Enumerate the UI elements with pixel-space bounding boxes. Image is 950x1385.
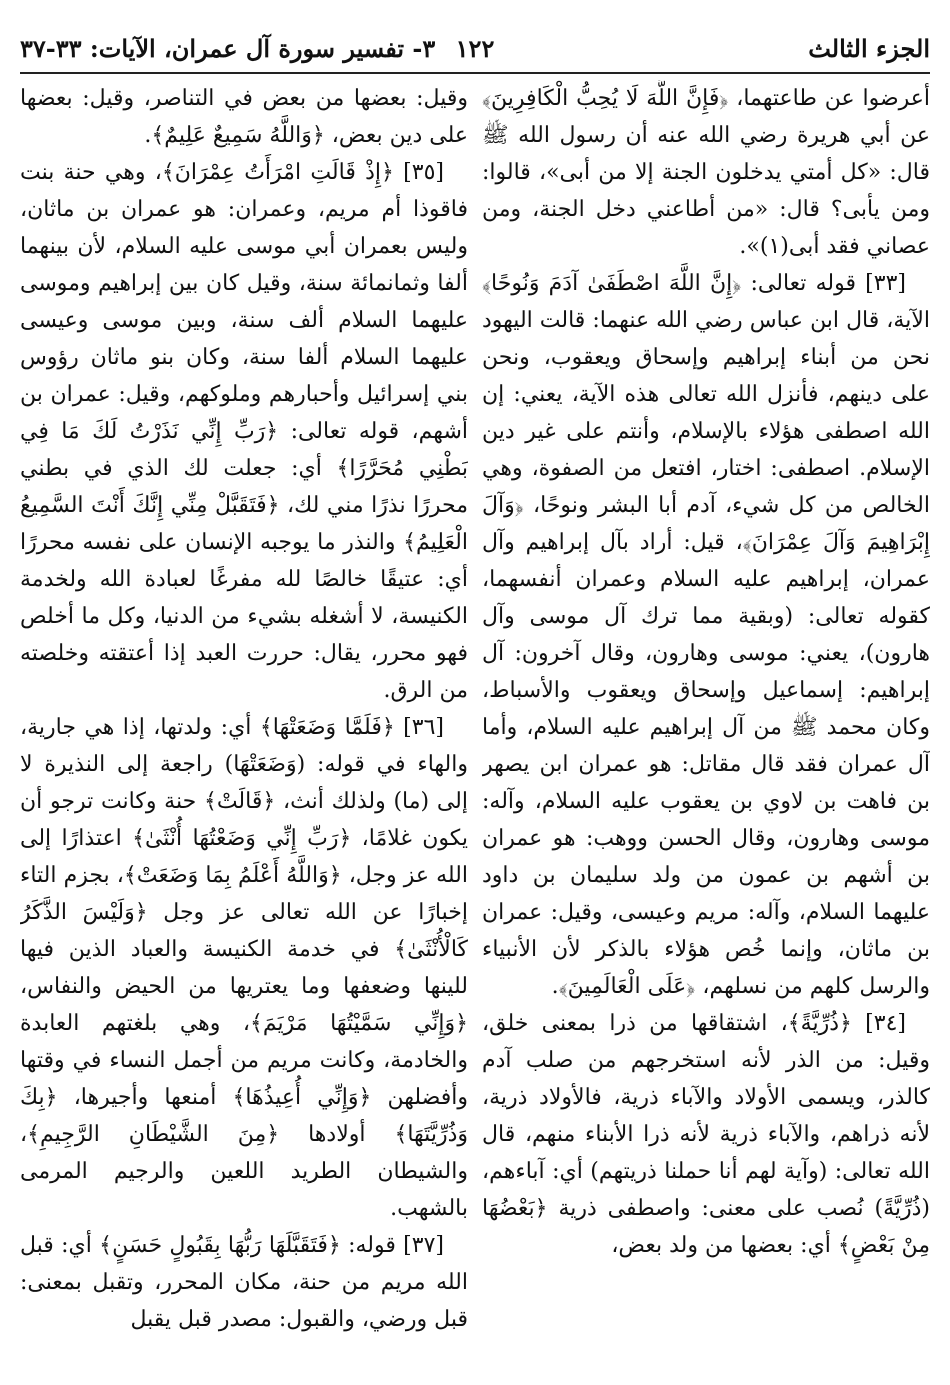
left-column — [20, 80, 468, 1380]
page-header — [20, 28, 930, 74]
paragraph-verse-36: [٣٦] ﴿فَلَمَّا وَضَعَتْهَا﴾ أي: ولدتها، إذا هي جارية، والهاء في قوله: (وَضَعَتْهَا) راجعة إلى النذيرة لا إلى (ما) ولذلك أنث، ﴿قَالَتْ﴾ حنة وكانت ترجو أن يكون غلامًا، ﴿رَبِّ إِنِّي وَضَعْتُهَا أُنْثَىٰ﴾ اعتذارًا إلى الله عز وجل، ﴿وَاللَّهُ أَعْلَمُ بِمَا وَضَعَتْ﴾، بجزم التاء إخبارًا عن الله تعالى عز وجل ﴿وَلَيْسَ الذَّكَرُ كَالْأُنْثَىٰ﴾ في خدمة الكنيسة والعباد الذين فيها للينها وضعفها وما يعتريها من الحيض والنفاس، ﴿وَإِنِّي سَمَّيْتُهَا مَرْيَمَ﴾، وهي بلغتهم العابدة والخادمة، وكانت مريم من أجمل النساء في وقتها وأفضلهن ﴿وَإِنِّي أُعِيذُهَا﴾ أمنعها وأجيرها، ﴿بِكَ وَذُرِّيَّتَهَا﴾ أولادها ﴿مِنَ الشَّيْطَانِ الرَّجِيمِ﴾، والشيطان الطريد اللعين والرجيم المرمى بالشهب. — [20, 715, 468, 1221]
paragraph: وقيل: بعضها من بعض في التناصر، وقيل: بعضها على دين بعض، ﴿وَاللَّهُ سَمِيعٌ عَلِيمٌ﴾. — [20, 86, 468, 148]
paragraph: أعرضوا عن طاعتهما، ﴿فَإِنَّ اللَّهَ لَا يُحِبُّ الْكَافِرِينَ﴾ عن أبي هريرة رضي الله عنه أن رسول الله ﷺ قال: «كل أمتي يدخلون الجنة إلا من أبى»، قالوا: ومن يأبى؟ قال: «من أطاعني دخل الجنة، ومن عصاني فقد أبى(١)». — [482, 86, 930, 259]
paragraph-verse-35: [٣٥] ﴿إِذْ قَالَتِ امْرَأَتُ عِمْرَانَ﴾، وهي حنة بنت فاقوذا أم مريم، وعمران: هو عمران بن ماثان، وليس بعمران أبي موسى عليه السلام، لأن بينهما ألفا وثمانمائة سنة، وقيل كان بين إبراهيم وموسى عليهما السلام ألف سنة، وبين موسى وعيسى عليهما السلام ألفا سنة، وكان بنو ماثان رؤوس بني إسرائيل وأحبارهم وملوكهم، وقيل: عمران بن أشهم، قوله تعالى: ﴿رَبِّ إِنِّي نَذَرْتُ لَكَ مَا فِي بَطْنِي مُحَرَّرًا﴾ أي: جعلت لك الذي في بطني محررًا نذرًا مني لك، ﴿فَتَقَبَّلْ مِنِّي إِنَّكَ أَنْتَ السَّمِيعُ الْعَلِيمُ﴾ والنذر ما يوجبه الإنسان على نفسه محررًا أي: عتيقًا خالصًا لله مفرغًا لعبادة الله ولخدمة الكنيسة، لا أشغله بشيء من الدنيا، وكل ما أخلص فهو محرر، يقال: حررت العبد إذا أعتقته وخلصته من الرق. — [20, 160, 468, 703]
page-number: ١٢٢ — [455, 34, 495, 63]
paragraph-verse-33: [٣٣] قوله تعالى: ﴿إِنَّ اللَّهَ اصْطَفَىٰ آدَمَ وَنُوحًا﴾ الآية، قال ابن عباس رضي الله عنهما: قالت اليهود نحن من أبناء إبراهيم وإسحاق ويعقوب، ونحن على دينهم، فأنزل الله تعالى هذه الآية، يعني: إن الله اصطفى هؤلاء بالإسلام، وأنتم على غير دين الإسلام. اصطفى: اختار، افتعل من الصفوة، وهي الخالص من كل شيء، آدم أبا البشر ونوحًا، ﴿وَآلَ إِبْرَاهِيمَ وَآلَ عِمْرَانَ﴾، قيل: أراد بآل إبراهيم وآل عمران، إبراهيم عليه السلام وعمران أنفسهما، كقوله تعالى: (وبقية مما ترك آل موسى وآل هارون)، يعني: موسى وهارون، وقال آخرون: آل إبراهيم: إسماعيل وإسحاق ويعقوب والأسباط، وكان محمد ﷺ من آل إبراهيم عليه السلام، وأما آل عمران فقد قال مقاتل: هو عمران ابن يصهر بن فاهت بن لاوي بن يعقوب عليه السلام، وآله: موسى وهارون، وقال الحسن ووهب: هو عمران بن أشهم بن عمون من ولد سليمان بن داود عليهما السلام، وآله: مريم وعيسى، وقيل: عمران بن ماثان، وإنما خُص هؤلاء بالذكر لأن الأنبياء والرسل كلهم من نسلهم، ﴿عَلَى الْعَالَمِينَ﴾. — [482, 271, 930, 999]
paragraph-verse-34: [٣٤] ﴿ذُرِّيَّةً﴾، اشتقاقها من ذرا بمعنى خلق، وقيل: من الذر لأنه استخرجهم من صلب آدم كالذر، ويسمى الأولاد والآباء ذرية، فالأولاد ذرية، لأنه ذراهم، والآباء ذرية لأنه ذرا الأبناء منهم، قال الله تعالى: (وآية لهم أنا حملنا ذريتهم) أي: آباءهم، (ذُرِّيَّةً) نُصب على معنى: واصطفى ذرية ﴿بَعْضُهَا مِنْ بَعْضٍ﴾ أي: بعضها من ولد بعض، — [482, 1011, 930, 1258]
volume-title: الجزء الثالث — [808, 34, 930, 63]
right-column — [482, 80, 930, 1380]
paragraph-verse-37: [٣٧] قوله: ﴿فَتَقَبَّلَهَا رَبُّهَا بِقَبُولٍ حَسَنٍ﴾ أي: قبل الله مريم من حنة، مكان المحرر، وتقبل بمعنى: قبل ورضي، والقبول: مصدر قبل يقبل — [20, 1233, 468, 1332]
chapter-title: ٣- تفسير سورة آل عمران، الآيات: ٣٣-٣٧ — [20, 34, 436, 63]
